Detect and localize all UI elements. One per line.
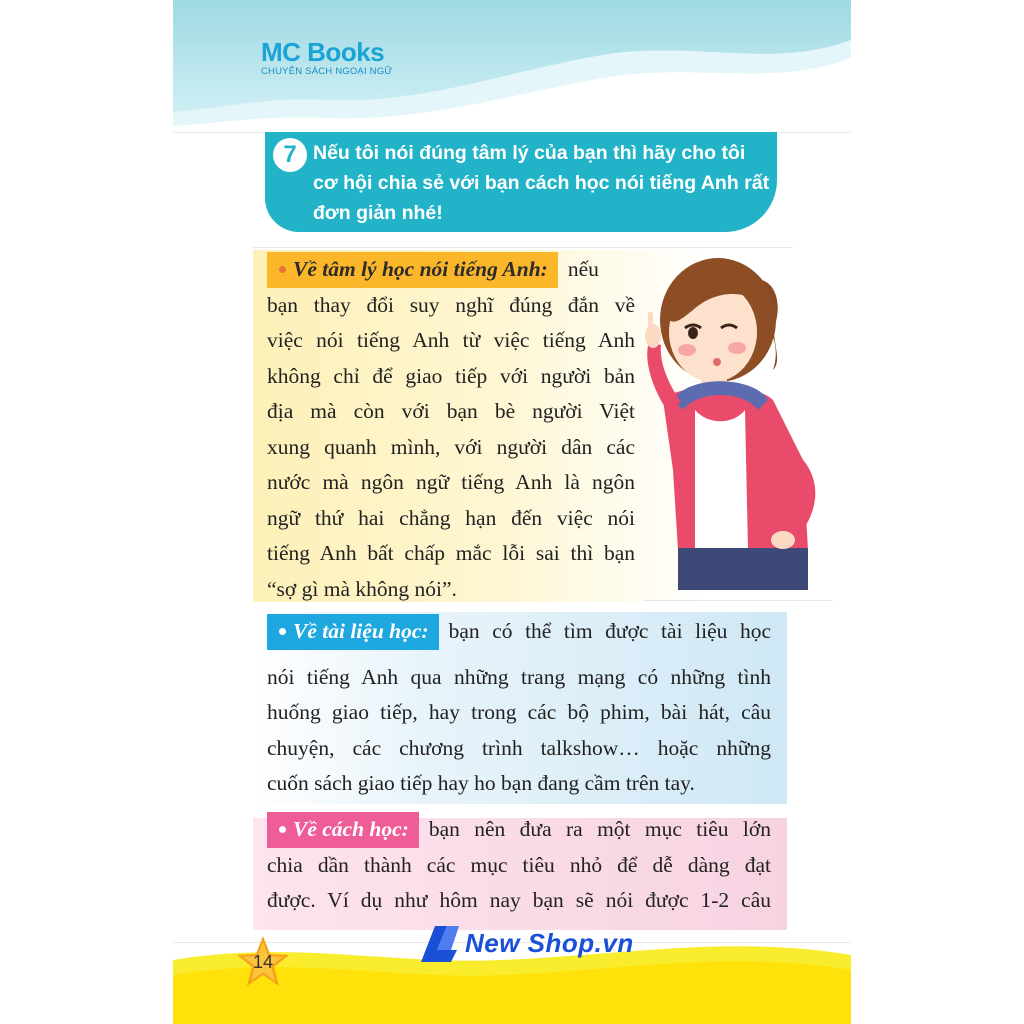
text-line: địa mà còn với bạn bè người Việt [267,399,635,423]
brand-tagline: CHUYÊN SÁCH NGOẠI NGỮ [261,66,393,77]
block-tag-psychology: Về tâm lý học nói tiếng Anh: [267,252,558,288]
text-line: được. Ví dụ như hôm nay bạn sẽ nói được 1-2 câu [267,888,771,912]
text-line: huống giao tiếp, hay trong các bộ phim, bài hát, câu [267,700,771,724]
text-line: bạn nên đưa ra một mục tiêu lớn [428,817,771,841]
text-line: “sợ gì mà không nói”. [267,576,457,601]
text-line: tiếng Anh bất chấp mắc lỗi sai thì bạn [267,541,635,565]
brand-name: MC Books [261,37,385,67]
text-line: bạn có thể tìm được tài liệu học [448,619,771,643]
bullet-icon [279,826,286,833]
block-materials [267,614,771,802]
divider [253,247,793,248]
text-line: nước mà ngôn ngữ tiếng Anh là ngôn [267,470,635,494]
divider [643,600,833,601]
text-line: không chỉ để giao tiếp với người bản [267,363,635,388]
brand-logo [261,38,393,77]
text-line: nếu [567,257,599,281]
page-number: 14 [252,952,274,972]
thinking-girl-illustration [633,250,843,602]
section-number-badge: 7 [273,138,307,172]
text-line: chuyện, các chương trình talkshow… hoặc những [267,735,771,760]
text-line: xung quanh mình, với người dân các [267,434,635,459]
block-tag-materials: Về tài liệu học: [267,614,439,650]
newshop-logo-icon [417,920,463,966]
watermark: New Shop.vn [465,928,634,958]
text-line: nói tiếng Anh qua những trang mạng có những tình [267,664,771,689]
block-psychology [267,252,635,607]
text-line: cuốn sách giao tiếp hay ho bạn đang cầm trên tay. [267,771,695,795]
text-line: bạn thay đổi suy nghĩ đúng đắn về [267,292,635,317]
bullet-icon [279,628,286,635]
text-line: chia dần thành các mục tiêu nhỏ để dễ dàng đạt [267,852,771,877]
block-method [267,812,771,919]
bullet-icon [279,266,286,273]
text-line: việc nói tiếng Anh từ việc tiếng Anh [267,328,635,352]
text-line: ngữ thứ hai chẳng hạn đến việc nói [267,505,635,530]
block-tag-method: Về cách học: [267,812,419,848]
section-title: Nếu tôi nói đúng tâm lý của bạn thì hãy cho tôi cơ hội chia sẻ với bạn cách học nói tiếng Anh rất đơn giản nhé! [313,142,770,224]
book-page [173,0,851,1024]
